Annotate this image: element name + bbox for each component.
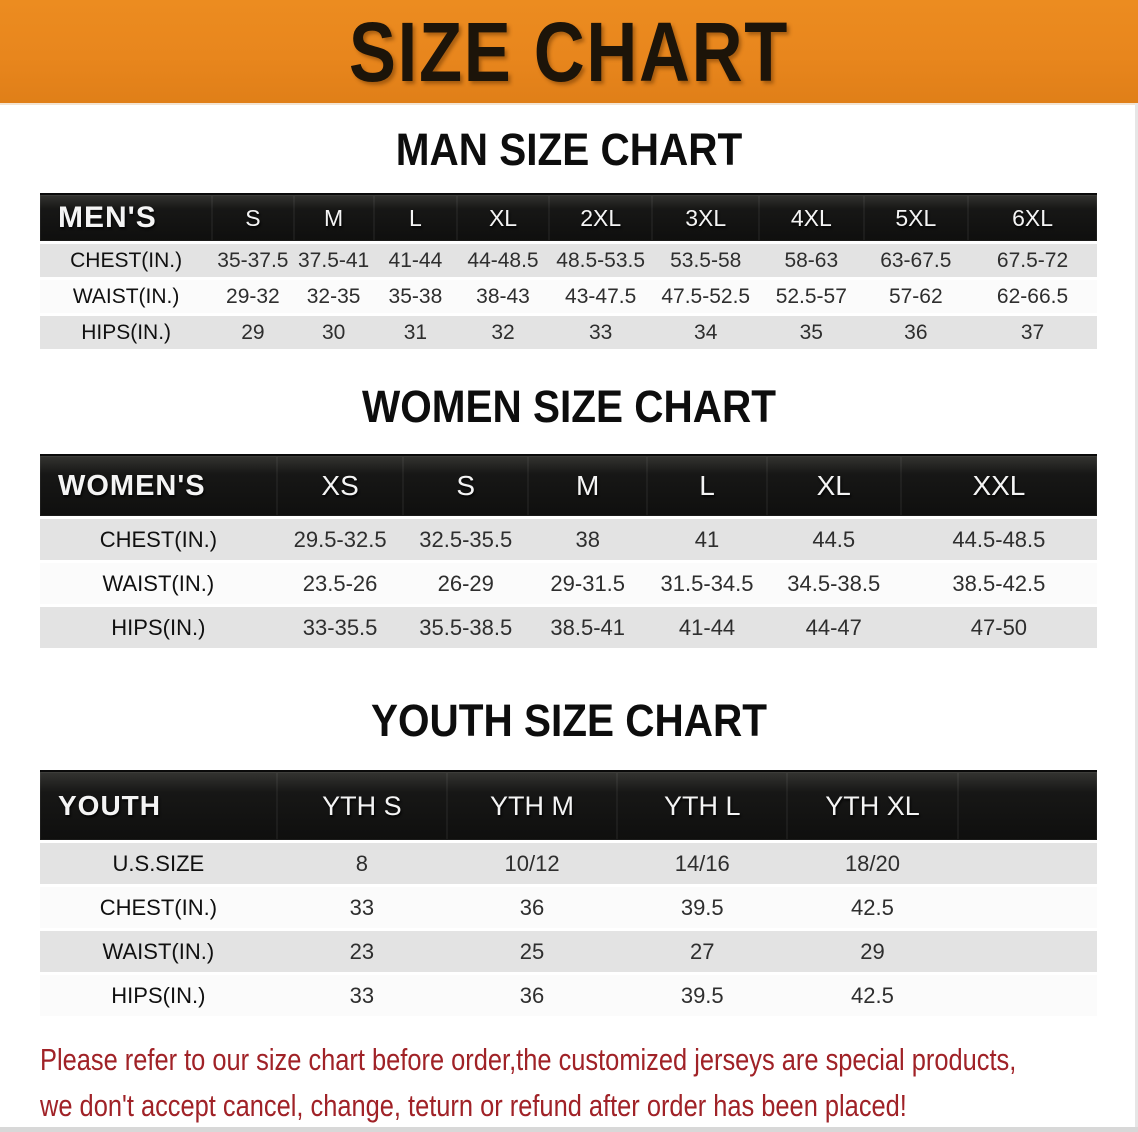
women-size-table xyxy=(40,454,1097,651)
size-value-cell: 38.5-41 xyxy=(528,607,647,651)
size-value-cell: 48.5-53.5 xyxy=(549,244,652,280)
size-column-header: M xyxy=(528,454,647,519)
size-value-cell: 44-47 xyxy=(767,607,901,651)
row-label: WAIST(IN.) xyxy=(40,563,277,607)
size-column-header: 2XL xyxy=(549,193,652,244)
size-value-cell: 23 xyxy=(277,931,447,975)
size-column-header: 5XL xyxy=(864,193,969,244)
size-column-header: 4XL xyxy=(759,193,864,244)
size-value-cell: 27 xyxy=(617,931,787,975)
size-value-cell: 18/20 xyxy=(787,843,957,887)
size-value-cell: 34.5-38.5 xyxy=(767,563,901,607)
size-column-header: 6XL xyxy=(968,193,1097,244)
youth-size-table xyxy=(40,770,1097,1019)
spacer-cell xyxy=(958,931,1097,975)
size-value-cell: 44.5-48.5 xyxy=(901,519,1097,563)
page-title: SIZE CHART xyxy=(348,4,790,99)
size-column-header: YTH S xyxy=(277,770,447,843)
size-value-cell: 35 xyxy=(759,316,864,352)
size-column-header: XL xyxy=(457,193,549,244)
measurement-row xyxy=(40,887,1097,931)
measurement-row xyxy=(40,244,1097,280)
table-title-cell: YOUTH xyxy=(40,770,277,843)
spacer-cell xyxy=(958,770,1097,843)
row-label: HIPS(IN.) xyxy=(40,607,277,651)
size-value-cell: 35-38 xyxy=(374,280,457,316)
size-value-cell: 47.5-52.5 xyxy=(652,280,759,316)
size-value-cell: 25 xyxy=(447,931,617,975)
measurement-row xyxy=(40,316,1097,352)
row-label: CHEST(IN.) xyxy=(40,244,212,280)
size-column-header: M xyxy=(294,193,374,244)
spacer-cell xyxy=(958,887,1097,931)
row-label: CHEST(IN.) xyxy=(40,519,277,563)
table-header-row xyxy=(40,454,1097,519)
table-title-cell: MEN'S xyxy=(40,193,212,244)
youth-section-heading: YOUTH SIZE CHART xyxy=(370,695,767,746)
size-value-cell: 33-35.5 xyxy=(277,607,404,651)
size-value-cell: 47-50 xyxy=(901,607,1097,651)
size-value-cell: 29.5-32.5 xyxy=(277,519,404,563)
size-value-cell: 33 xyxy=(277,887,447,931)
disclaimer-line-1: Please refer to our size chart before order,the customized jerseys are special products, xyxy=(40,1042,1017,1077)
size-column-header: 3XL xyxy=(652,193,759,244)
measurement-row xyxy=(40,563,1097,607)
size-value-cell: 37.5-41 xyxy=(294,244,374,280)
size-value-cell: 30 xyxy=(294,316,374,352)
size-column-header: XS xyxy=(277,454,404,519)
measurement-row xyxy=(40,280,1097,316)
table-header-row xyxy=(40,193,1097,244)
size-value-cell: 41-44 xyxy=(374,244,457,280)
size-column-header: L xyxy=(647,454,766,519)
row-label: HIPS(IN.) xyxy=(40,975,277,1019)
size-value-cell: 36 xyxy=(447,975,617,1019)
size-column-header: YTH L xyxy=(617,770,787,843)
women-section-heading: WOMEN SIZE CHART xyxy=(362,381,776,432)
size-value-cell: 32 xyxy=(457,316,549,352)
size-value-cell: 36 xyxy=(447,887,617,931)
measurement-row xyxy=(40,519,1097,563)
size-value-cell: 41 xyxy=(647,519,766,563)
size-value-cell: 52.5-57 xyxy=(759,280,864,316)
row-label: WAIST(IN.) xyxy=(40,931,277,975)
disclaimer-note xyxy=(40,1037,1138,1129)
size-value-cell: 31 xyxy=(374,316,457,352)
size-column-header: YTH M xyxy=(447,770,617,843)
size-value-cell: 41-44 xyxy=(647,607,766,651)
size-value-cell: 29 xyxy=(787,931,957,975)
size-value-cell: 44.5 xyxy=(767,519,901,563)
row-label: CHEST(IN.) xyxy=(40,887,277,931)
size-value-cell: 29-31.5 xyxy=(528,563,647,607)
size-value-cell: 36 xyxy=(864,316,969,352)
size-value-cell: 39.5 xyxy=(617,975,787,1019)
row-label: U.S.SIZE xyxy=(40,843,277,887)
size-value-cell: 37 xyxy=(968,316,1097,352)
size-value-cell: 29 xyxy=(212,316,293,352)
row-label: WAIST(IN.) xyxy=(40,280,212,316)
spacer-cell xyxy=(958,975,1097,1019)
disclaimer-line-2: we don't accept cancel, change, teturn or refund after order has been placed! xyxy=(40,1088,907,1123)
size-value-cell: 44-48.5 xyxy=(457,244,549,280)
image-bottom-edge xyxy=(0,1127,1138,1132)
size-column-header: XXL xyxy=(901,454,1097,519)
measurement-row xyxy=(40,843,1097,887)
measurement-row xyxy=(40,931,1097,975)
measurement-row xyxy=(40,975,1097,1019)
size-column-header: XL xyxy=(767,454,901,519)
table-header-row xyxy=(40,770,1097,843)
size-value-cell: 39.5 xyxy=(617,887,787,931)
size-value-cell: 38-43 xyxy=(457,280,549,316)
size-value-cell: 42.5 xyxy=(787,887,957,931)
measurement-row xyxy=(40,607,1097,651)
size-value-cell: 34 xyxy=(652,316,759,352)
size-value-cell: 35.5-38.5 xyxy=(403,607,528,651)
size-value-cell: 10/12 xyxy=(447,843,617,887)
size-value-cell: 57-62 xyxy=(864,280,969,316)
table-title-cell: WOMEN'S xyxy=(40,454,277,519)
size-value-cell: 42.5 xyxy=(787,975,957,1019)
men-section-heading: MAN SIZE CHART xyxy=(395,124,743,175)
size-value-cell: 31.5-34.5 xyxy=(647,563,766,607)
size-value-cell: 14/16 xyxy=(617,843,787,887)
size-value-cell: 43-47.5 xyxy=(549,280,652,316)
size-value-cell: 8 xyxy=(277,843,447,887)
size-value-cell: 33 xyxy=(277,975,447,1019)
size-value-cell: 26-29 xyxy=(403,563,528,607)
size-value-cell: 32-35 xyxy=(294,280,374,316)
size-value-cell: 63-67.5 xyxy=(864,244,969,280)
women-size-section xyxy=(0,382,1138,651)
size-value-cell: 29-32 xyxy=(212,280,293,316)
size-column-header: S xyxy=(212,193,293,244)
banner xyxy=(0,0,1138,105)
size-column-header: L xyxy=(374,193,457,244)
size-value-cell: 33 xyxy=(549,316,652,352)
size-value-cell: 53.5-58 xyxy=(652,244,759,280)
size-value-cell: 38 xyxy=(528,519,647,563)
size-column-header: S xyxy=(403,454,528,519)
row-label: HIPS(IN.) xyxy=(40,316,212,352)
size-value-cell: 62-66.5 xyxy=(968,280,1097,316)
size-value-cell: 67.5-72 xyxy=(968,244,1097,280)
size-value-cell: 35-37.5 xyxy=(212,244,293,280)
size-value-cell: 32.5-35.5 xyxy=(403,519,528,563)
size-value-cell: 58-63 xyxy=(759,244,864,280)
men-size-table xyxy=(40,193,1097,352)
youth-size-section xyxy=(0,696,1138,1019)
size-value-cell: 38.5-42.5 xyxy=(901,563,1097,607)
size-value-cell: 23.5-26 xyxy=(277,563,404,607)
size-column-header: YTH XL xyxy=(787,770,957,843)
spacer-cell xyxy=(958,843,1097,887)
men-size-section xyxy=(0,125,1138,352)
